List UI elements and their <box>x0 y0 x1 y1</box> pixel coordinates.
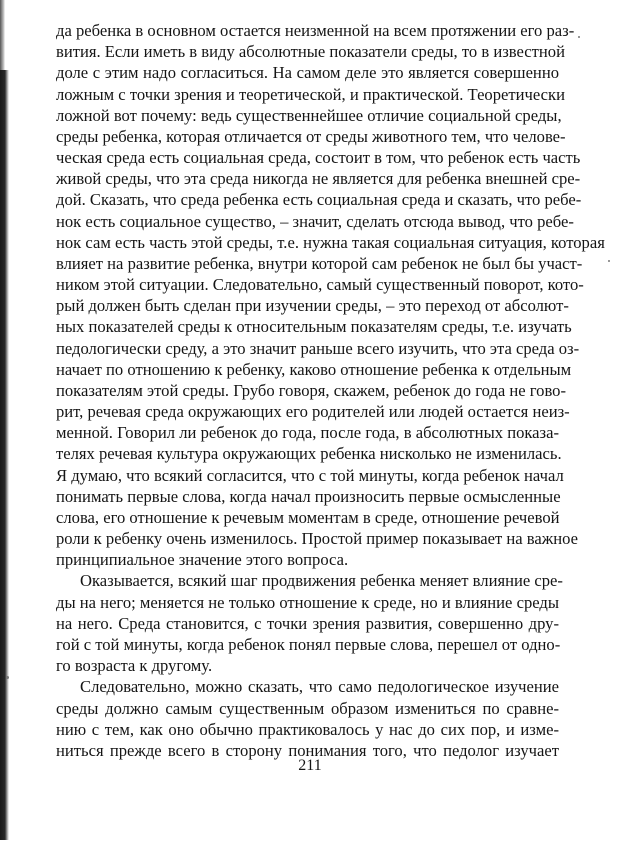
text-line: ческая среда есть социальная среда, состоит в том, что ребенок есть часть <box>56 148 581 168</box>
text-line: ником этой ситуации. Следовательно, самый существенный поворот, кото- <box>56 275 584 295</box>
text-line: живой среды, что эта среда никогда не является для ребенка внешней сре- <box>56 169 581 189</box>
text-line: да ребенка в основном остается неизменной на всем протяжении его раз- <box>56 21 575 40</box>
scan-speck <box>6 676 9 679</box>
text-line: гой с той минуты, когда ребенок понял первые слова, перешел от одно- <box>56 634 561 654</box>
text-line: дой. Сказать, что среда ребенка есть социальная среда и сказать, что ребе- <box>56 190 582 210</box>
text-line: понимать первые слова, когда начал произносить первые осмысленные <box>56 486 561 506</box>
text-line: ложной вот почему: ведь существеннейшее отличие социальной среды, <box>56 105 562 125</box>
text-line: рый должен быть сделан при изучении среды, – это переход от абсолют- <box>56 296 569 316</box>
text-line: Следовательно, можно сказать, что само педологическое изучение <box>80 677 559 697</box>
text-line: нок сам есть часть этой среды, т.е. нужна такая социальная ситуация, которая <box>56 232 605 252</box>
text-line: слова, его отношение к речевым моментам в среде, отношение речевой <box>56 507 560 527</box>
text-line: влияет на развитие ребенка, внутри которой сам ребенок не был бы участ- <box>56 253 583 273</box>
text-line: Я думаю, что всякий согласится, что с той минуты, когда ребенок начал <box>56 465 564 485</box>
text-line: доле с этим надо согласиться. На самом деле это является совершенно <box>56 63 559 83</box>
scan-shadow-top <box>0 0 5 70</box>
scan-binding-shadow <box>0 70 9 840</box>
paragraph <box>56 570 563 676</box>
text-line: нок есть социальное существо, – значит, сделать отсюда вывод, что ребе- <box>56 211 574 231</box>
text-line: педологически среду, а это значит раньше всего изучить, что эта среда оз- <box>56 338 580 358</box>
text-line: ниться прежде всего в сторону понимания того, что педолог изучает <box>56 740 559 760</box>
text-line: ных показателей среды к относительным показателям среды, т.е. изучать <box>56 317 572 337</box>
paragraph <box>56 676 559 761</box>
text-line: роли к ребенку очень изменилось. Простой пример показывает на важное <box>56 529 578 549</box>
text-line: рит, речевая среда окружающих его родителей или людей остается неиз- <box>56 402 570 422</box>
text-line: ды на него; меняется не только отношение к среде, но и влияние среды <box>56 592 559 612</box>
text-line: вития. Если иметь в виду абсолютные показатели среды, то в известной <box>56 42 565 62</box>
text-line: нию с тем, как оно обычно практиковалось у нас до сих пор, и изме- <box>56 719 559 739</box>
body-text <box>56 20 605 761</box>
text-line: телях речевая культура окружающих ребенка нисколько не изменилась. <box>56 444 562 464</box>
text-line: среды ребенка, которая отличается от среды животного тем, что челове- <box>56 126 566 146</box>
text-line: принципиальное значение этого вопроса. <box>56 550 349 570</box>
scan-speck <box>578 36 580 38</box>
text-line: ложным с точки зрения и теоретической, и практической. Теоретически <box>56 84 565 104</box>
paragraph <box>56 20 605 570</box>
text-line: среды должно самым существенным образом измениться по сравне- <box>56 698 559 718</box>
text-line: менной. Говорил ли ребенок до года, после года, в абсолютных показа- <box>56 423 559 443</box>
page-number: 211 <box>298 757 322 774</box>
text-line: показателям этой среды. Грубо говоря, скажем, ребенок до года не гово- <box>56 380 566 400</box>
text-line: начает по отношению к ребенку, каково отношение ребенка к отдельным <box>56 359 572 379</box>
text-line: Оказывается, всякий шаг продвижения ребенка меняет влияние сре- <box>80 571 563 591</box>
text-line: го возраста к другому. <box>56 656 213 676</box>
scan-speck <box>608 260 610 262</box>
text-line: на него. Среда становится, с точки зрения развития, совершенно дру- <box>56 613 559 633</box>
